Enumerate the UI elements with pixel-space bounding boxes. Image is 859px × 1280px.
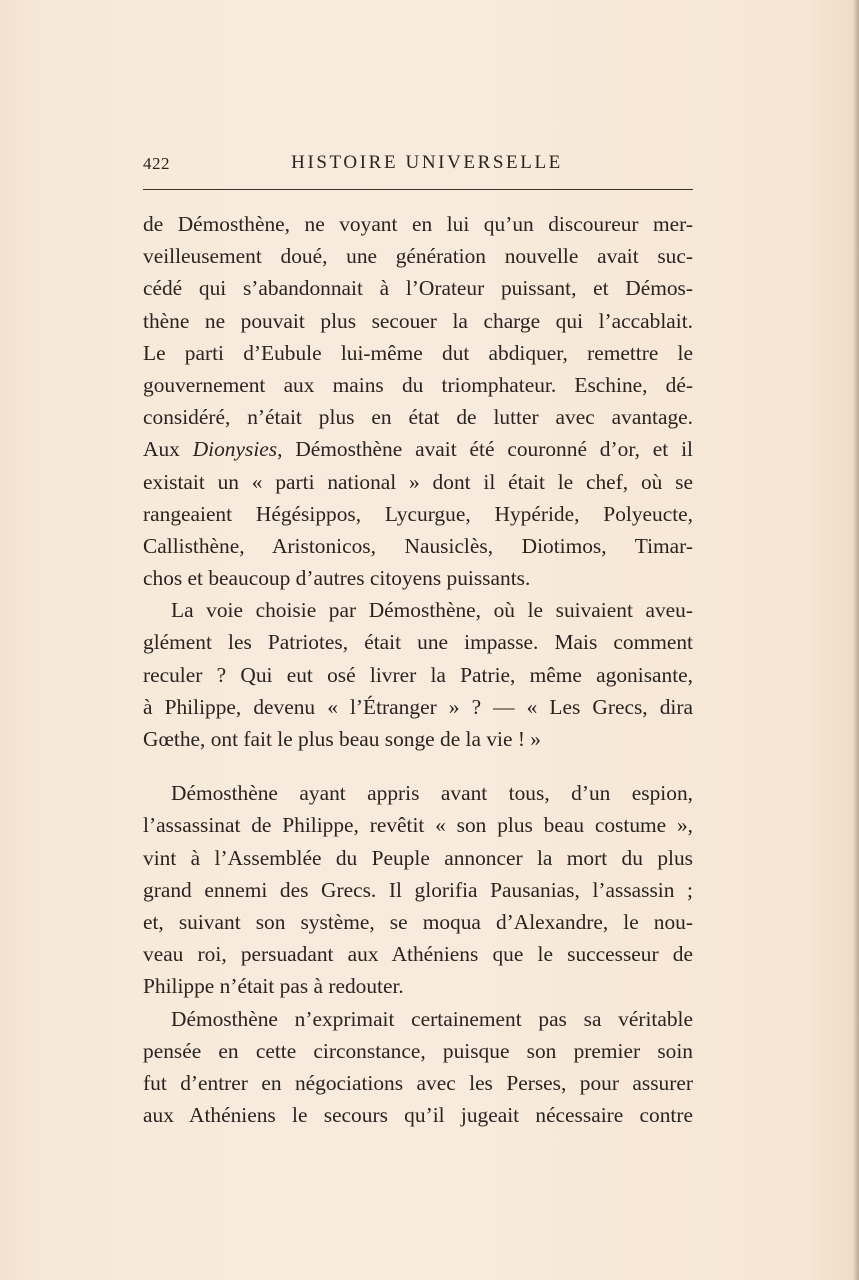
text-line: reculer ? Qui eut osé livrer la Patrie, même agonisante, [143,662,693,687]
paragraph-4 [143,1003,693,1132]
text-line: cédé qui s’abandonnait à l’Orateur puissant, et Démos- [143,276,693,301]
text-line: glément les Patriotes, était une impasse. Mais comment [143,630,693,655]
text-line: existait un « parti national » dont il était le chef, où se [143,469,693,494]
text-line: chos et beaucoup d’autres citoyens puissants. [143,566,531,591]
text-run: , Démosthène avait été couronné d’or, et il [277,437,694,462]
body-text [143,208,693,1131]
text-line: Démosthène ayant appris avant tous, d’un espion, [171,781,693,806]
page-header [143,150,693,180]
text-line: Philippe n’était pas à redouter. [143,974,404,999]
text-line: l’assassinat de Philippe, revêtit « son plus beau costume », [143,813,693,838]
text-line: à Philippe, devenu « l’Étranger » ? — « Les Grecs, dira [143,694,693,719]
text-line: gouvernement aux mains du triomphateur. Eschine, dé- [143,372,693,397]
text-line: Callisthène, Aristonicos, Nausiclès, Diotimos, Timar- [143,533,693,558]
text-line: fut d’entrer en négociations avec les Perses, pour assurer [143,1070,693,1095]
text-line: rangeaient Hégésippos, Lycurgue, Hypéride, Polyeucte, [143,501,693,526]
text-line [143,433,693,465]
paragraph-3 [143,777,693,1002]
italic-term: Dionysies [192,437,278,462]
header-rule [143,189,693,190]
text-line: La voie choisie par Démosthène, où le suivaient aveu- [171,598,693,623]
text-line: vint à l’Assemblée du Peuple annoncer la mort du plus [143,845,693,870]
text-line: Le parti d’Eubule lui-même dut abdiquer, remettre le [143,340,693,365]
page-edge-shadow [853,0,859,1280]
text-line: grand ennemi des Grecs. Il glorifia Pausanias, l’assassin ; [143,877,693,902]
paragraph-1 [143,208,693,594]
text-line: aux Athéniens le secours qu’il jugeait nécessaire contre [143,1103,693,1128]
text-line: considéré, n’était plus en état de lutter avec avantage. [143,405,693,430]
text-line: de Démosthène, ne voyant en lui qu’un discoureur mer- [143,212,693,236]
page-number: 422 [143,154,170,173]
text-line: Gœthe, ont fait le plus beau songe de la vie ! » [143,727,541,751]
text-line: pensée en cette circonstance, puisque son premier soin [143,1038,693,1063]
text-line: veau roi, persuadant aux Athéniens que le successeur de [143,942,693,967]
paragraph-2 [143,594,693,755]
text-line: thène ne pouvait plus secouer la charge qui l’accablait. [143,308,693,333]
text-line: veilleusement doué, une génération nouvelle avait suc- [143,244,693,269]
text-line: et, suivant son système, se moqua d’Alexandre, le nou- [143,909,693,934]
text-run: Aux [143,437,193,462]
text-line: Démosthène n’exprimait certainement pas sa véritable [171,1006,693,1031]
running-title: HISTOIRE UNIVERSELLE [291,152,563,173]
